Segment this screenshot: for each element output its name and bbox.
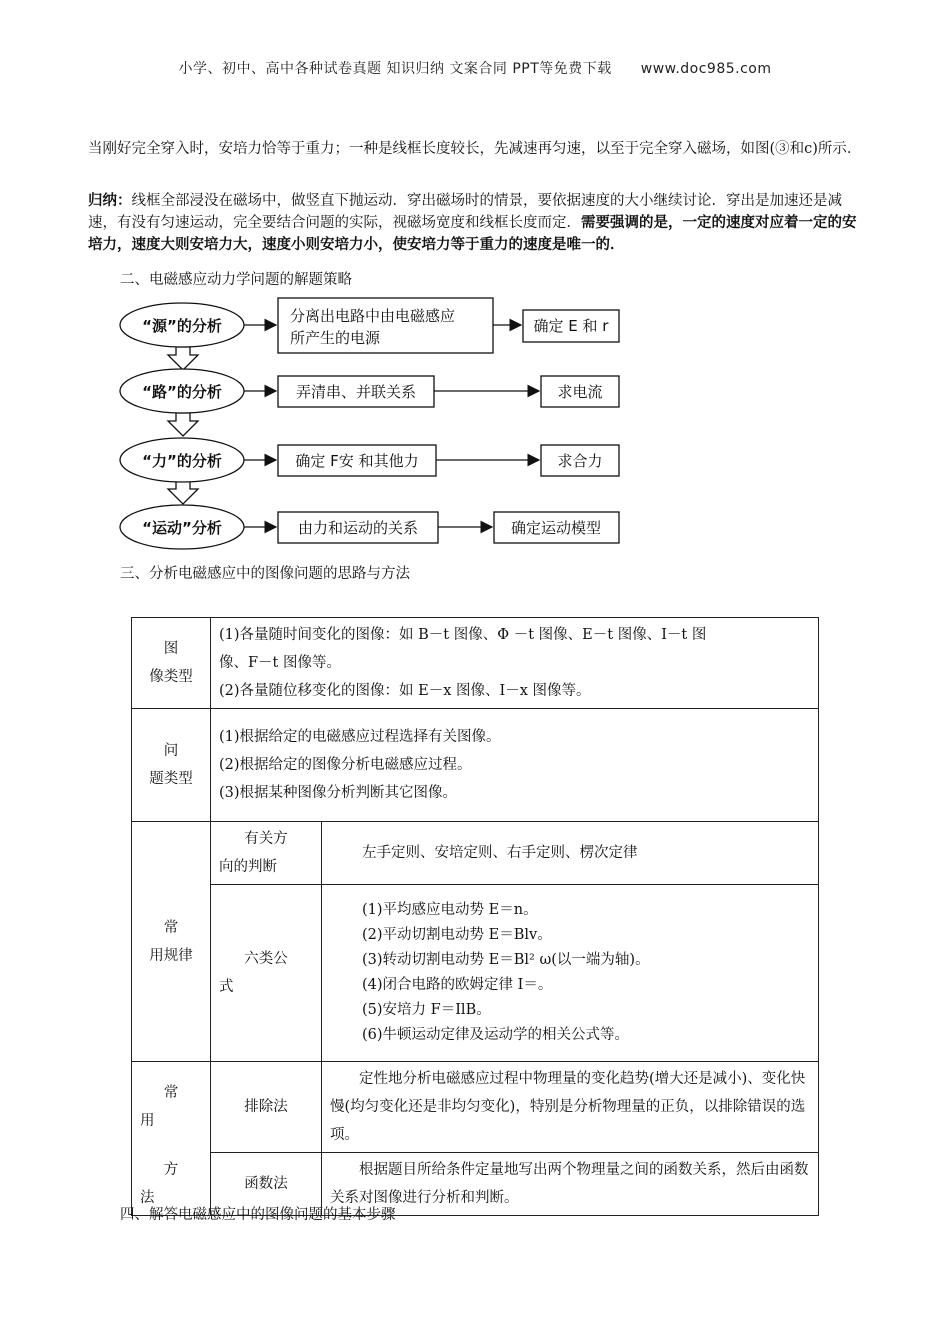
row-content: (1)各量随时间变化的图像：如 B－t 图像、Φ －t 图像、E－t 图像、I－t 图 像、F－t 图像等。 (2)各量随位移变化的图像：如 E－x 图像、I－x 图像等。: [211, 618, 819, 709]
down-arrow-2: [168, 413, 198, 436]
summary-text: 线框全部浸没在磁场中，做竖直下抛运动．穿出磁场时的情景，要依据速度的大小继续讨论．穿出是加速还是减速，有没有匀速运动，完全要结合问题的实际，视磁场宽度和线框长度而定．: [88, 193, 842, 231]
header-text: 小学、初中、高中各种试卷真题 知识归纳 文案合同 PPT等免费下载: [178, 61, 612, 77]
flow-box-text: 分离出电路中由电磁感应: [290, 307, 456, 325]
sub-content: 左手定则、安培定则、右手定则、楞次定律: [322, 822, 819, 885]
formula-list: (1)平均感应电动势 E＝n。 (2)平动切割电动势 E＝Blv。 (3)转动切割电动势 E＝Bl² ω(以一端为轴)。 (4)闭合电路的欧姆定律 I＝。 (5)安培力 F＝IlB。 (6)牛顿运动定律及运动学的相关公式等。: [322, 885, 819, 1062]
table-row: [132, 822, 819, 885]
down-arrow-1: [168, 347, 198, 370]
table-row: [132, 709, 819, 822]
table-row: [132, 618, 819, 709]
summary-label: 归纳：: [88, 192, 132, 209]
flow-ellipse-text: “源”的分析: [142, 317, 222, 335]
header-url[interactable]: www.doc985.com: [640, 61, 772, 77]
flow-box-text: 求合力: [557, 452, 603, 470]
method-text: 定性地分析电磁感应过程中物理量的变化趋势(增大还是减小)、变化快慢(均匀变化还是非均匀变化)，特别是分析物理量的正负，以排除错误的选项。: [322, 1062, 819, 1153]
sub-header: 六类公 式: [211, 885, 322, 1062]
table-row: [132, 1062, 819, 1153]
section-3-title: 三、分析电磁感应中的图像问题的思路与方法: [120, 566, 410, 582]
flow-box-text: 所产生的电源: [290, 329, 381, 347]
row-content: (1)根据给定的电磁感应过程选择有关图像。 (2)根据给定的图像分析电磁感应过程。 (3)根据某种图像分析判断其它图像。: [211, 709, 819, 822]
row-header: 图 像类型: [132, 618, 211, 709]
sub-header: 有关方 向的判断: [211, 822, 322, 885]
summary-bold-text: 需要强调的是，一定的速度对应着一定的安培力，速度大则安培力大，速度小则安培力小，使安培力等于重力的速度是唯一的．: [88, 214, 857, 253]
method-name: 排除法: [211, 1062, 322, 1153]
down-arrow-3: [168, 481, 198, 504]
row-header: 方 法: [132, 1153, 211, 1216]
method-text: 根据题目所给条件定量地写出两个物理量之间的函数关系，然后由函数关系对图像进行分析和判断。: [322, 1153, 819, 1216]
flow-box-text: 确定运动模型: [510, 519, 602, 537]
flow-ellipse-text: “运动”分析: [142, 519, 222, 537]
flow-ellipse-text: “力”的分析: [142, 452, 222, 470]
flow-ellipse-text: “路”的分析: [142, 383, 222, 401]
row-header: 常 用规律: [132, 822, 211, 1062]
flow-box-text: 确定 F安 和其他力: [295, 452, 419, 470]
flow-box-text: 确定 E 和 r: [533, 317, 609, 335]
row-header: 常 用: [132, 1062, 211, 1153]
flow-box-text: 弄清串、并联关系: [295, 383, 417, 401]
image-problem-table: [131, 617, 819, 1216]
table-row: [132, 885, 819, 1062]
section-4-title: 四、解答电磁感应中的图像问题的基本步骤: [120, 1207, 396, 1223]
row-header: 问 题类型: [132, 709, 211, 822]
section-2-title: 二、电磁感应动力学问题的解题策略: [120, 272, 352, 288]
intro-text: 当刚好完全穿入时，安培力恰等于重力；一种是线框长度较长，先减速再匀速，以至于完全穿入磁场，如图(③和c)所示．: [88, 141, 862, 157]
flow-box-text: 由力和运动的关系: [297, 519, 419, 537]
flow-box-text: 求电流: [557, 383, 603, 401]
method-name: 函数法: [211, 1153, 322, 1216]
